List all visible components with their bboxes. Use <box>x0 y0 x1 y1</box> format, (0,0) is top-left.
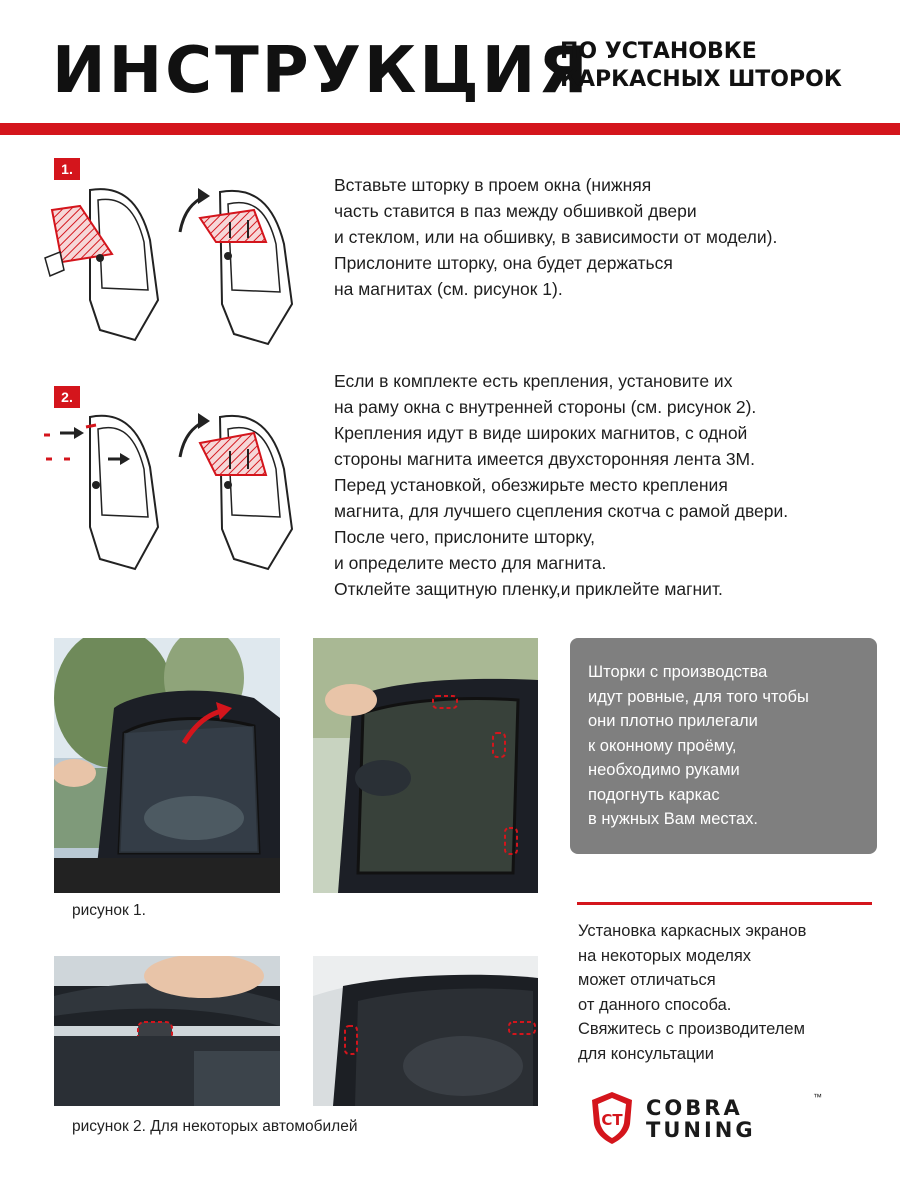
step-1-line: часть ставится в паз между обшивкой двери <box>334 201 697 221</box>
step-1-line: на магнитах (см. рисунок 1). <box>334 279 563 299</box>
step-1-line: и стеклом, или на обшивку, в зависимости от модели). <box>334 227 778 247</box>
cobra-shield-icon <box>588 1090 636 1146</box>
page-subtitle <box>560 38 842 94</box>
note-line: на некоторых моделях <box>578 946 752 965</box>
tip-line: они плотно прилегали <box>588 712 758 730</box>
step-2-illustration-after <box>170 405 320 580</box>
consultation-note <box>578 919 806 1066</box>
step-2-line: Крепления идут в виде широких магнитов, с одной <box>334 423 748 443</box>
step-1-illustration-before <box>40 180 170 350</box>
step-2-badge: 2. <box>54 386 80 408</box>
emblem-text: CT <box>601 1111 623 1129</box>
step-2-line: Если в комплекте есть крепления, установите их <box>334 371 733 391</box>
step-1-text <box>334 172 777 302</box>
header-divider <box>0 123 900 135</box>
tip-line: необходимо руками <box>588 761 740 779</box>
step-2-line: После чего, прислоните шторку, <box>334 527 595 547</box>
trademark-mark: ™ <box>813 1092 822 1102</box>
note-divider <box>577 902 872 905</box>
step-2-line: и определите место для магнита. <box>334 553 607 573</box>
note-line: для консультации <box>578 1044 714 1063</box>
tip-line: Шторки с производства <box>588 663 768 681</box>
step-2-line: на раму окна с внутренней стороны (см. рисунок 2). <box>334 397 757 417</box>
photo-figure-2a <box>54 956 280 1106</box>
photo-figure-2b <box>313 956 538 1106</box>
step-2-line: стороны магнита имеется двухсторонняя лента 3М. <box>334 449 755 469</box>
subtitle-line: ПО УСТАНОВКЕ <box>560 39 757 64</box>
note-line: может отличаться <box>578 971 716 989</box>
brand-line-2: TUNING <box>646 1118 756 1142</box>
tip-line: идут ровные, для того чтобы <box>588 687 809 706</box>
subtitle-line: КАРКАСНЫХ ШТОРОК <box>560 67 842 92</box>
note-line: Свяжитесь с производителем <box>578 1020 805 1038</box>
tip-line: подогнуть каркас <box>588 785 720 804</box>
caption-figure-2: рисунок 2. Для некоторых автомобилей <box>72 1118 358 1135</box>
photo-figure-1b <box>313 638 538 893</box>
brand-logo <box>588 1090 828 1150</box>
step-1-illustration-after <box>170 180 320 355</box>
note-line: от данного способа. <box>578 995 732 1014</box>
tip-line: в нужных Вам местах. <box>588 810 759 828</box>
step-2-line: Отклейте защитную пленку,и приклейте магнит. <box>334 579 723 599</box>
step-2-illustration-before <box>40 405 170 580</box>
note-line: Установка каркасных экранов <box>578 922 807 940</box>
step-1-line: Прислоните шторку, она будет держаться <box>334 253 673 273</box>
tip-box <box>570 638 877 854</box>
caption-figure-1: рисунок 1. <box>72 902 146 919</box>
step-2-line: Перед установкой, обезжирьте место крепления <box>334 475 728 495</box>
step-2-line: магнита, для лучшего сцепления скотча с рамой двери. <box>334 501 789 521</box>
photo-figure-1a <box>54 638 280 893</box>
page-title: ИНСТРУКЦИЯ <box>52 34 591 108</box>
step-1-line: Вставьте шторку в проем окна (нижняя <box>334 175 652 195</box>
tip-line: к оконному проёму, <box>588 736 737 755</box>
step-2-text <box>334 368 788 602</box>
step-1-badge: 1. <box>54 158 80 180</box>
brand-line-1: COBRA <box>646 1096 743 1120</box>
